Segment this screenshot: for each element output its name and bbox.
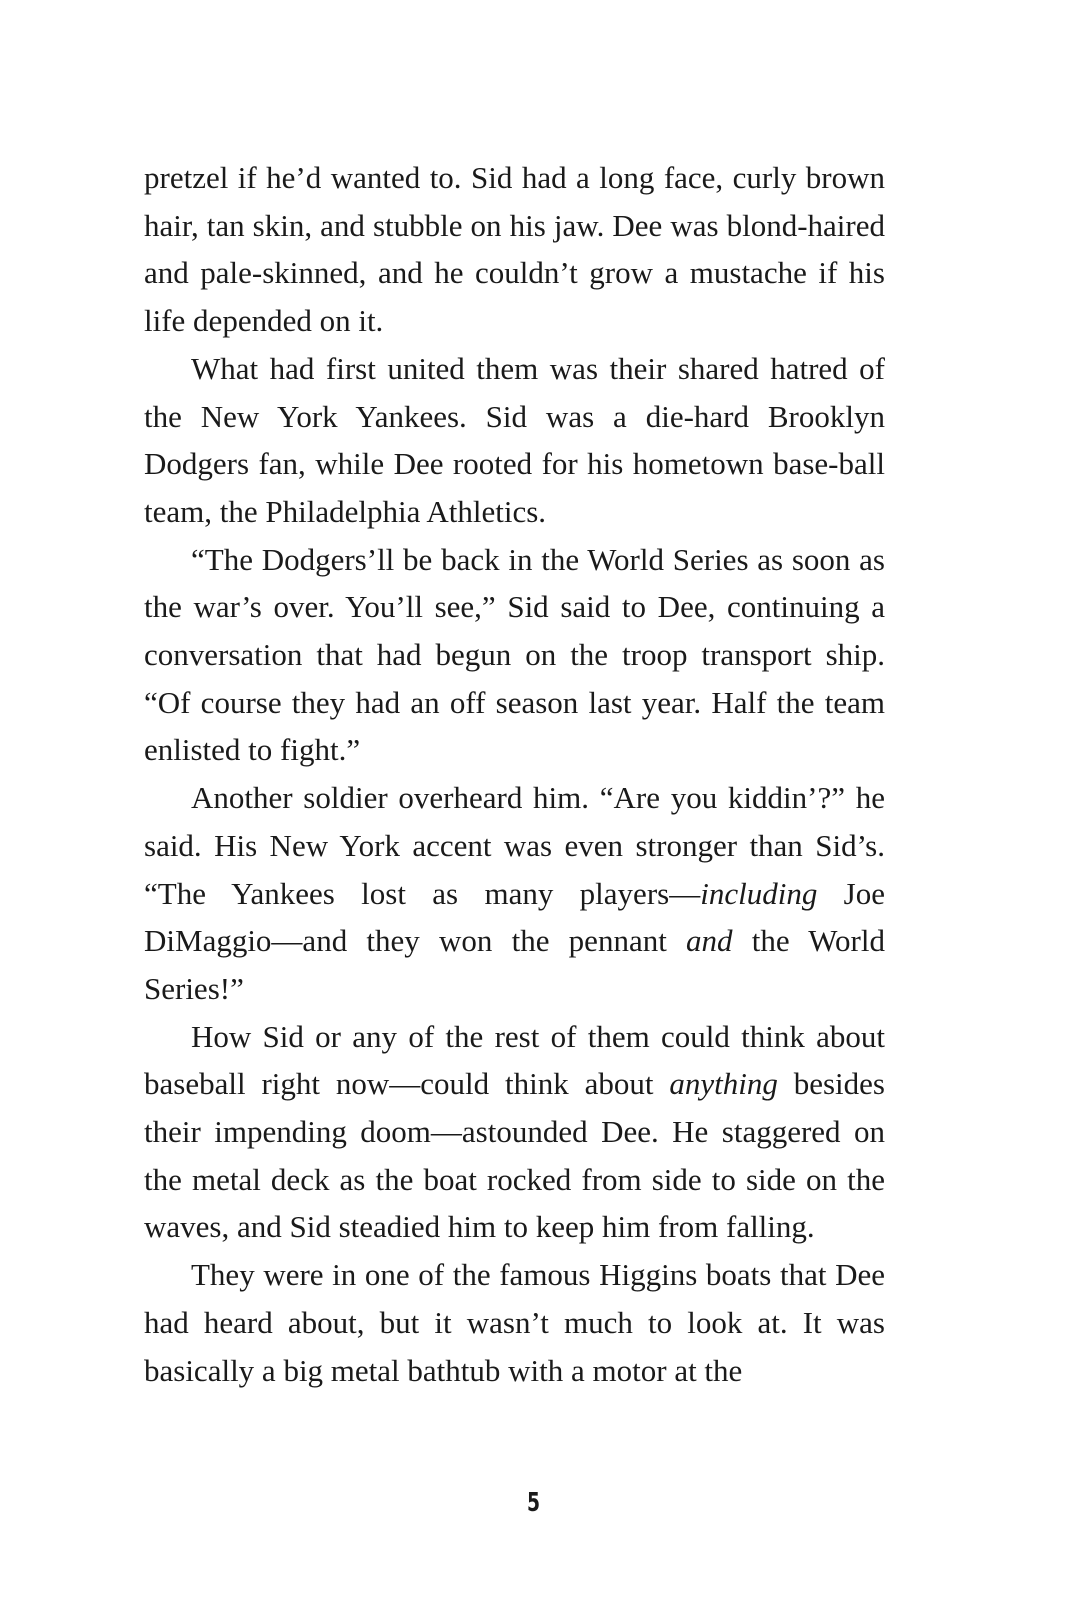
paragraph-3: [144, 536, 885, 775]
paragraph-2: [144, 345, 885, 536]
italic-run: anything: [669, 1066, 778, 1102]
paragraph-run: the World Series!”: [144, 923, 885, 1006]
paragraph-run: They were in one of the famous Higgins boats that Dee had heard about, but it wasn’t much to look at. It was basically a big metal bathtub with a motor at the: [144, 1257, 885, 1388]
paragraph-run: Joe DiMaggio—and they won the pennant: [144, 875, 886, 959]
paragraph-run: How Sid or any of the rest of them could think about baseball right now—could think about: [144, 1018, 885, 1102]
body-text: [144, 154, 885, 1394]
paragraph-run: besides their impending doom—astounded Dee. He staggered on the metal deck as the boat rocked from side to side on the waves, and Sid steadied him to keep him from falling.: [144, 1066, 885, 1245]
italic-run: including: [700, 875, 818, 911]
italic-run: and: [686, 923, 733, 959]
paragraph-run: Another soldier overheard him. “Are you kiddin’?” he said. His New York accent was even stronger than Sid’s. “The Yankees lost as many players—: [144, 780, 885, 911]
page-number: 5: [526, 1488, 541, 1518]
paragraph-run: What had first united them was their shared hatred of the New York Yankees. Sid was a die-hard Brooklyn Dodgers fan, while Dee rooted for his hometown base-ball team, the Philadelphia Athletics.: [144, 350, 885, 529]
paragraph-1: [144, 154, 885, 345]
paragraph-6: [144, 1251, 885, 1394]
paragraph-4: [144, 774, 885, 1013]
paragraph-run: pretzel if he’d wanted to. Sid had a long face, curly brown hair, tan skin, and stubble on his jaw. Dee was blond-haired and pale-skinned, and he couldn’t grow a mustache if his life depended on it.: [144, 160, 885, 339]
paragraph-5: [144, 1013, 885, 1252]
paragraph-run: “The Dodgers’ll be back in the World Series as soon as the war’s over. You’ll see,” Sid said to Dee, continuing a conversation that had begun on the troop transport ship. “Of course they had an off season last year. Half the team enlisted to fight.”: [144, 541, 885, 768]
